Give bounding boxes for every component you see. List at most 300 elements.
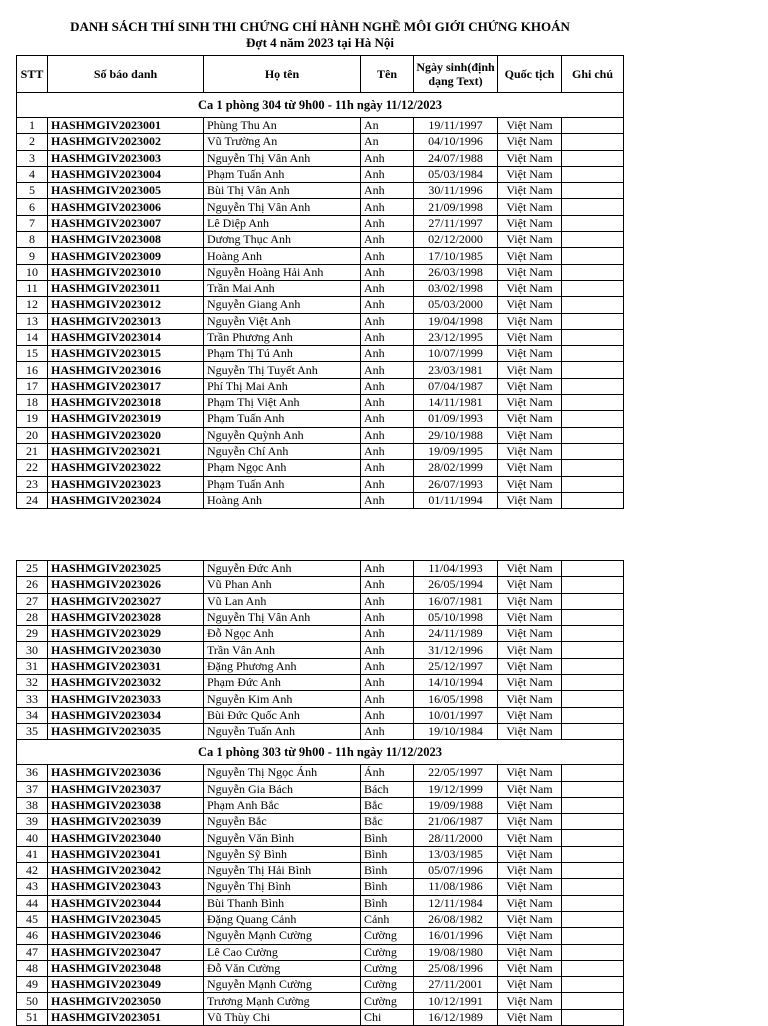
cell-sbd: HASHMGIV2023011 [48, 280, 204, 296]
document-subtitle: Đợt 4 năm 2023 tại Hà Nội [245, 35, 395, 50]
cell-name: Anh [361, 378, 414, 394]
table-row [17, 814, 624, 830]
cell-name: Bắc [361, 797, 414, 813]
cell-sbd: HASHMGIV2023013 [48, 313, 204, 329]
cell-sbd: HASHMGIV2023031 [48, 658, 204, 674]
cell-stt: 26 [17, 577, 48, 593]
cell-fullname: Phạm Tuấn Anh [204, 166, 361, 182]
cell-name: Anh [361, 443, 414, 459]
cell-sbd: HASHMGIV2023044 [48, 895, 204, 911]
cell-sbd: HASHMGIV2023039 [48, 814, 204, 830]
cell-nationality: Việt Nam [498, 460, 562, 476]
cell-note [562, 411, 624, 427]
table-row [17, 492, 624, 508]
cell-fullname: Trương Mạnh Cường [204, 993, 361, 1009]
cell-name: Anh [361, 492, 414, 508]
cell-note [562, 911, 624, 927]
cell-stt: 23 [17, 476, 48, 492]
cell-stt: 4 [17, 166, 48, 182]
cell-note [562, 280, 624, 296]
cell-sbd: HASHMGIV2023014 [48, 329, 204, 345]
cell-fullname: Bùi Thanh Bình [204, 895, 361, 911]
cell-dob: 28/02/1999 [414, 460, 498, 476]
cell-sbd: HASHMGIV2023022 [48, 460, 204, 476]
cell-dob: 14/11/1981 [414, 395, 498, 411]
cell-stt: 38 [17, 797, 48, 813]
cell-name: Anh [361, 626, 414, 642]
cell-fullname: Nguyễn Hoàng Hải Anh [204, 264, 361, 280]
table-row [17, 411, 624, 427]
cell-fullname: Nguyễn Thị Vân Anh [204, 609, 361, 625]
table-row [17, 561, 624, 577]
cell-sbd: HASHMGIV2023046 [48, 928, 204, 944]
cell-nationality: Việt Nam [498, 879, 562, 895]
cell-name: Cường [361, 993, 414, 1009]
cell-name: Anh [361, 691, 414, 707]
cell-nationality: Việt Nam [498, 846, 562, 862]
table-row [17, 362, 624, 378]
cell-note [562, 977, 624, 993]
cell-dob: 01/09/1993 [414, 411, 498, 427]
table-row [17, 443, 624, 459]
table-row [17, 232, 624, 248]
cell-note [562, 675, 624, 691]
cell-stt: 30 [17, 642, 48, 658]
cell-note [562, 765, 624, 781]
table-row [17, 346, 624, 362]
cell-name: Anh [361, 411, 414, 427]
cell-name: Anh [361, 232, 414, 248]
cell-stt: 33 [17, 691, 48, 707]
cell-note [562, 297, 624, 313]
cell-nationality: Việt Nam [498, 675, 562, 691]
cell-fullname: Vũ Thùy Chi [204, 1009, 361, 1025]
cell-name: Anh [361, 476, 414, 492]
cell-nationality: Việt Nam [498, 561, 562, 577]
cell-dob: 16/01/1996 [414, 928, 498, 944]
cell-note [562, 781, 624, 797]
cell-stt: 44 [17, 895, 48, 911]
cell-name: Anh [361, 264, 414, 280]
cell-note [562, 626, 624, 642]
cell-fullname: Đỗ Ngọc Anh [204, 626, 361, 642]
table-row [17, 577, 624, 593]
cell-dob: 30/11/1996 [414, 183, 498, 199]
cell-note [562, 1009, 624, 1025]
cell-sbd: HASHMGIV2023025 [48, 561, 204, 577]
cell-stt: 14 [17, 329, 48, 345]
cell-fullname: Nguyễn Gia Bách [204, 781, 361, 797]
cell-name: Anh [361, 329, 414, 345]
cell-fullname: Phạm Tuấn Anh [204, 476, 361, 492]
cell-nationality: Việt Nam [498, 492, 562, 508]
cell-name: Cường [361, 960, 414, 976]
cell-dob: 13/03/1985 [414, 846, 498, 862]
cell-dob: 24/07/1988 [414, 150, 498, 166]
cell-nationality: Việt Nam [498, 248, 562, 264]
cell-dob: 16/12/1989 [414, 1009, 498, 1025]
cell-name: Ánh [361, 765, 414, 781]
cell-note [562, 658, 624, 674]
cell-stt: 45 [17, 911, 48, 927]
table-row [17, 134, 624, 150]
cell-dob: 10/01/1997 [414, 707, 498, 723]
cell-name: An [361, 134, 414, 150]
cell-stt: 39 [17, 814, 48, 830]
cell-stt: 51 [17, 1009, 48, 1025]
cell-dob: 21/09/1998 [414, 199, 498, 215]
cell-nationality: Việt Nam [498, 814, 562, 830]
cell-sbd: HASHMGIV2023032 [48, 675, 204, 691]
cell-sbd: HASHMGIV2023050 [48, 993, 204, 1009]
cell-sbd: HASHMGIV2023019 [48, 411, 204, 427]
cell-fullname: Nguyễn Thị Vân Anh [204, 150, 361, 166]
table-row [17, 642, 624, 658]
cell-nationality: Việt Nam [498, 313, 562, 329]
cell-note [562, 215, 624, 231]
cell-dob: 23/03/1981 [414, 362, 498, 378]
cell-note [562, 118, 624, 134]
table-row [17, 313, 624, 329]
cell-name: Bình [361, 895, 414, 911]
cell-dob: 04/10/1996 [414, 134, 498, 150]
cell-nationality: Việt Nam [498, 378, 562, 394]
cell-stt: 43 [17, 879, 48, 895]
cell-name: Anh [361, 280, 414, 296]
cell-fullname: Nguyễn Thị Ngọc Ánh [204, 765, 361, 781]
cell-note [562, 395, 624, 411]
cell-sbd: HASHMGIV2023036 [48, 765, 204, 781]
cell-nationality: Việt Nam [498, 944, 562, 960]
cell-nationality: Việt Nam [498, 150, 562, 166]
cell-sbd: HASHMGIV2023001 [48, 118, 204, 134]
cell-sbd: HASHMGIV2023041 [48, 846, 204, 862]
cell-sbd: HASHMGIV2023024 [48, 492, 204, 508]
cell-sbd: HASHMGIV2023051 [48, 1009, 204, 1025]
cell-stt: 34 [17, 707, 48, 723]
cell-nationality: Việt Nam [498, 797, 562, 813]
cell-sbd: HASHMGIV2023048 [48, 960, 204, 976]
cell-nationality: Việt Nam [498, 911, 562, 927]
cell-stt: 50 [17, 993, 48, 1009]
cell-name: Anh [361, 199, 414, 215]
cell-nationality: Việt Nam [498, 960, 562, 976]
table-row [17, 977, 624, 993]
cell-nationality: Việt Nam [498, 830, 562, 846]
cell-note [562, 134, 624, 150]
cell-stt: 48 [17, 960, 48, 976]
cell-note [562, 577, 624, 593]
cell-sbd: HASHMGIV2023002 [48, 134, 204, 150]
cell-sbd: HASHMGIV2023037 [48, 781, 204, 797]
cell-fullname: Lê Diệp Anh [204, 215, 361, 231]
col-header-name: Tên [361, 56, 414, 93]
cell-name: Chi [361, 1009, 414, 1025]
cell-dob: 29/10/1988 [414, 427, 498, 443]
table-row [17, 199, 624, 215]
cell-sbd: HASHMGIV2023030 [48, 642, 204, 658]
cell-dob: 05/03/2000 [414, 297, 498, 313]
cell-dob: 19/10/1984 [414, 723, 498, 739]
cell-nationality: Việt Nam [498, 593, 562, 609]
cell-dob: 07/04/1987 [414, 378, 498, 394]
cell-nationality: Việt Nam [498, 118, 562, 134]
cell-nationality: Việt Nam [498, 781, 562, 797]
table-row [17, 460, 624, 476]
cell-stt: 36 [17, 765, 48, 781]
table-header-row [17, 56, 624, 93]
cell-note [562, 814, 624, 830]
table-row [17, 960, 624, 976]
cell-name: Anh [361, 313, 414, 329]
cell-dob: 22/05/1997 [414, 765, 498, 781]
cell-note [562, 797, 624, 813]
col-header-nationality: Quốc tịch [498, 56, 562, 93]
cell-name: Cường [361, 977, 414, 993]
cell-stt: 2 [17, 134, 48, 150]
cell-dob: 01/11/1994 [414, 492, 498, 508]
cell-note [562, 928, 624, 944]
cell-stt: 46 [17, 928, 48, 944]
cell-nationality: Việt Nam [498, 691, 562, 707]
cell-fullname: Trần Vân Anh [204, 642, 361, 658]
cell-fullname: Nguyễn Việt Anh [204, 313, 361, 329]
cell-stt: 28 [17, 609, 48, 625]
cell-note [562, 166, 624, 182]
cell-stt: 13 [17, 313, 48, 329]
cell-note [562, 150, 624, 166]
cell-note [562, 346, 624, 362]
cell-fullname: Vũ Phan Anh [204, 577, 361, 593]
cell-sbd: HASHMGIV2023005 [48, 183, 204, 199]
table-row [17, 911, 624, 927]
cell-nationality: Việt Nam [498, 626, 562, 642]
cell-nationality: Việt Nam [498, 863, 562, 879]
cell-dob: 19/12/1999 [414, 781, 498, 797]
cell-sbd: HASHMGIV2023026 [48, 577, 204, 593]
table-row [17, 395, 624, 411]
cell-note [562, 691, 624, 707]
cell-stt: 29 [17, 626, 48, 642]
cell-sbd: HASHMGIV2023045 [48, 911, 204, 927]
cell-note [562, 846, 624, 862]
cell-stt: 42 [17, 863, 48, 879]
cell-name: Anh [361, 675, 414, 691]
cell-dob: 19/08/1980 [414, 944, 498, 960]
cell-name: Anh [361, 658, 414, 674]
cell-name: Anh [361, 593, 414, 609]
table-row [17, 765, 624, 781]
table-row [17, 723, 624, 739]
cell-note [562, 460, 624, 476]
cell-name: Bình [361, 863, 414, 879]
cell-nationality: Việt Nam [498, 476, 562, 492]
table-row [17, 781, 624, 797]
cell-fullname: Đặng Phương Anh [204, 658, 361, 674]
cell-dob: 11/04/1993 [414, 561, 498, 577]
cell-dob: 27/11/1997 [414, 215, 498, 231]
cell-dob: 26/03/1998 [414, 264, 498, 280]
cell-note [562, 707, 624, 723]
cell-dob: 31/12/1996 [414, 642, 498, 658]
cell-nationality: Việt Nam [498, 765, 562, 781]
table-row [17, 626, 624, 642]
cell-nationality: Việt Nam [498, 199, 562, 215]
cell-name: Anh [361, 150, 414, 166]
cell-sbd: HASHMGIV2023018 [48, 395, 204, 411]
cell-nationality: Việt Nam [498, 977, 562, 993]
table-row [17, 166, 624, 182]
cell-sbd: HASHMGIV2023027 [48, 593, 204, 609]
candidate-table-page2 [16, 560, 624, 1026]
cell-fullname: Phạm Đức Anh [204, 675, 361, 691]
cell-note [562, 863, 624, 879]
cell-nationality: Việt Nam [498, 329, 562, 345]
cell-dob: 21/06/1987 [414, 814, 498, 830]
cell-note [562, 329, 624, 345]
cell-stt: 37 [17, 781, 48, 797]
cell-dob: 05/07/1996 [414, 863, 498, 879]
cell-name: Cường [361, 944, 414, 960]
cell-name: Anh [361, 346, 414, 362]
cell-nationality: Việt Nam [498, 395, 562, 411]
cell-dob: 16/05/1998 [414, 691, 498, 707]
cell-dob: 05/10/1998 [414, 609, 498, 625]
cell-dob: 17/10/1985 [414, 248, 498, 264]
cell-name: Bình [361, 830, 414, 846]
cell-stt: 17 [17, 378, 48, 394]
cell-stt: 15 [17, 346, 48, 362]
cell-note [562, 944, 624, 960]
cell-name: Cường [361, 928, 414, 944]
cell-sbd: HASHMGIV2023038 [48, 797, 204, 813]
cell-nationality: Việt Nam [498, 609, 562, 625]
cell-stt: 19 [17, 411, 48, 427]
cell-fullname: Vũ Trường An [204, 134, 361, 150]
cell-nationality: Việt Nam [498, 427, 562, 443]
cell-stt: 18 [17, 395, 48, 411]
cell-stt: 5 [17, 183, 48, 199]
cell-stt: 11 [17, 280, 48, 296]
cell-fullname: Nguyễn Thị Bình [204, 879, 361, 895]
cell-fullname: Nguyễn Mạnh Cường [204, 928, 361, 944]
cell-note [562, 561, 624, 577]
cell-sbd: HASHMGIV2023021 [48, 443, 204, 459]
table-row [17, 707, 624, 723]
cell-note [562, 264, 624, 280]
cell-nationality: Việt Nam [498, 723, 562, 739]
candidate-table-page1 [16, 55, 624, 509]
table-row [17, 593, 624, 609]
cell-note [562, 609, 624, 625]
cell-fullname: Phạm Tuấn Anh [204, 411, 361, 427]
cell-stt: 31 [17, 658, 48, 674]
cell-dob: 19/11/1997 [414, 118, 498, 134]
cell-fullname: Phạm Ngọc Anh [204, 460, 361, 476]
cell-stt: 8 [17, 232, 48, 248]
cell-sbd: HASHMGIV2023004 [48, 166, 204, 182]
cell-fullname: Đặng Quang Cảnh [204, 911, 361, 927]
table-row [17, 993, 624, 1009]
cell-note [562, 232, 624, 248]
cell-stt: 21 [17, 443, 48, 459]
col-header-sbd: Số báo danh [48, 56, 204, 93]
cell-fullname: Phạm Anh Bắc [204, 797, 361, 813]
cell-nationality: Việt Nam [498, 1009, 562, 1025]
cell-name: Anh [361, 362, 414, 378]
cell-name: Anh [361, 183, 414, 199]
table-row [17, 118, 624, 134]
cell-sbd: HASHMGIV2023016 [48, 362, 204, 378]
cell-nationality: Việt Nam [498, 297, 562, 313]
table-row [17, 248, 624, 264]
cell-fullname: Nguyễn Bắc [204, 814, 361, 830]
table-row [17, 215, 624, 231]
cell-dob: 05/03/1984 [414, 166, 498, 182]
cell-dob: 26/08/1982 [414, 911, 498, 927]
cell-nationality: Việt Nam [498, 280, 562, 296]
col-header-note: Ghi chú [562, 56, 624, 93]
table-row [17, 846, 624, 862]
cell-fullname: Hoàng Anh [204, 248, 361, 264]
cell-name: Bình [361, 846, 414, 862]
cell-nationality: Việt Nam [498, 577, 562, 593]
cell-fullname: Bùi Đức Quốc Anh [204, 707, 361, 723]
cell-sbd: HASHMGIV2023007 [48, 215, 204, 231]
cell-stt: 24 [17, 492, 48, 508]
cell-dob: 19/04/1998 [414, 313, 498, 329]
cell-fullname: Phạm Thị Tú Anh [204, 346, 361, 362]
cell-fullname: Nguyễn Mạnh Cường [204, 977, 361, 993]
cell-stt: 6 [17, 199, 48, 215]
cell-note [562, 199, 624, 215]
table-row [17, 150, 624, 166]
cell-fullname: Nguyễn Thị Tuyết Anh [204, 362, 361, 378]
cell-note [562, 642, 624, 658]
table-row [17, 264, 624, 280]
cell-name: Bách [361, 781, 414, 797]
cell-sbd: HASHMGIV2023003 [48, 150, 204, 166]
cell-nationality: Việt Nam [498, 215, 562, 231]
cell-note [562, 248, 624, 264]
cell-name: Anh [361, 561, 414, 577]
cell-note [562, 879, 624, 895]
table-row [17, 863, 624, 879]
cell-nationality: Việt Nam [498, 264, 562, 280]
cell-nationality: Việt Nam [498, 707, 562, 723]
cell-fullname: Nguyễn Thị Vân Anh [204, 199, 361, 215]
table-row [17, 183, 624, 199]
col-header-stt: STT [17, 56, 48, 93]
cell-note [562, 362, 624, 378]
cell-fullname: Hoàng Anh [204, 492, 361, 508]
cell-dob: 25/08/1996 [414, 960, 498, 976]
cell-stt: 3 [17, 150, 48, 166]
table-row [17, 691, 624, 707]
table-row [17, 297, 624, 313]
cell-dob: 10/12/1991 [414, 993, 498, 1009]
cell-note [562, 313, 624, 329]
cell-fullname: Nguyễn Sỹ Bình [204, 846, 361, 862]
cell-fullname: Phạm Thị Việt Anh [204, 395, 361, 411]
table-row [17, 895, 624, 911]
cell-name: Anh [361, 577, 414, 593]
cell-nationality: Việt Nam [498, 443, 562, 459]
cell-stt: 10 [17, 264, 48, 280]
cell-sbd: HASHMGIV2023008 [48, 232, 204, 248]
cell-stt: 41 [17, 846, 48, 862]
table-row [17, 1009, 624, 1025]
